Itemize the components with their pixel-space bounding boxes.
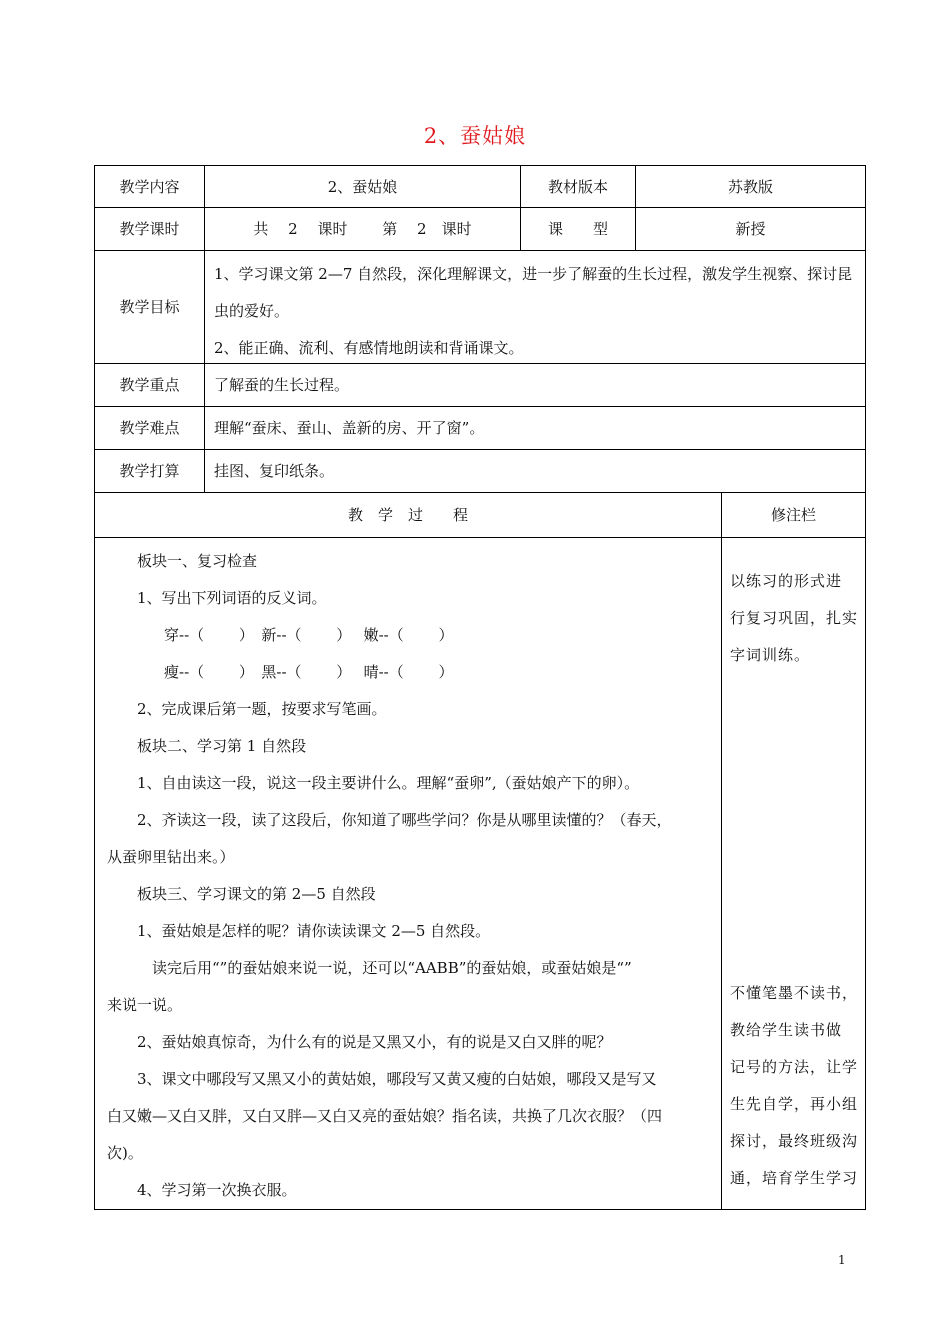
label-edition: 教材版本: [547, 177, 608, 196]
antonym-row: 瘦--（ ） 黑--（ ） 晴--（ ）: [164, 663, 454, 681]
value-periods: 共 2 课时 第 2 课时: [253, 220, 472, 238]
label-type: 课 型: [547, 220, 608, 238]
note-review: [730, 563, 862, 674]
paragraph: 从蚕卵里钻出来。）: [107, 848, 235, 866]
page-number: 1: [838, 1253, 846, 1267]
paragraph: 4、学习第一次换衣服。: [137, 1181, 297, 1199]
label-goals: 教学目标: [119, 298, 180, 316]
label-content: 教学内容: [119, 177, 180, 196]
note-line: 不懂笔墨不读书，: [730, 984, 859, 1002]
section-heading: 板块二、学习第 1 自然段: [137, 737, 307, 755]
paragraph: 1、写出下列词语的反义词。: [137, 589, 327, 607]
table-line: [94, 1209, 866, 1210]
paragraph: 1、自由读这一段，说这一段主要讲什么。理解“蚕卵”,（蚕姑娘产下的卵）。: [137, 774, 640, 792]
section-heading: 板块一、复习检查: [137, 552, 258, 570]
label-preparation: 教学打算: [119, 462, 180, 480]
label-key: 教学重点: [119, 376, 180, 394]
table-line: [94, 537, 866, 538]
table-line: [865, 165, 866, 1210]
value-content: 2、蚕姑娘: [327, 177, 398, 196]
value-key: 了解蚕的生长过程。: [214, 376, 350, 394]
label-difficulty: 教学难点: [119, 419, 180, 437]
paragraph: 读完后用“”的蚕姑娘来说一说，还可以“AABB”的蚕姑娘，或蚕姑娘是“”: [152, 959, 632, 977]
paragraph: 次)。: [107, 1144, 143, 1162]
label-periods: 教学课时: [119, 220, 180, 238]
value-edition: 苏教版: [727, 177, 773, 196]
value-preparation: 挂图、复印纸条。: [214, 462, 335, 480]
antonym-row: 穿--（ ） 新--（ ） 嫩--（ ）: [164, 626, 454, 644]
goal-item: 1、学习课文第 2—7 自然段，深化理解课文，进一步了解蚕的生长过程，激发学生视察、探讨昆虫的爱好。: [214, 265, 853, 320]
section-heading: 板块三、学习课文的第 2—5 自然段: [137, 885, 376, 903]
note-line: 行复习巩固，扎实: [730, 609, 859, 627]
process-content: [107, 543, 715, 1209]
note-line: 生先自学，再小组: [730, 1095, 859, 1113]
paragraph: 2、完成课后第一题，按要求写笔画。: [137, 700, 387, 718]
note-line: 字词训练。: [730, 646, 811, 664]
note-line: 教给学生读书做: [730, 1021, 843, 1039]
note-line: 以练习的形式进: [730, 572, 843, 590]
paragraph: 3、课文中哪段写又黑又小的黄姑娘，哪段写又黄又瘦的白姑娘，哪段又是写又: [137, 1070, 657, 1088]
value-difficulty: 理解“蚕床、蚕山、盖新的房、开了窗”。: [214, 419, 485, 437]
paragraph: 2、蚕姑娘真惊奇，为什么有的说是又黑又小，有的说是又白又胖的呢？: [137, 1033, 612, 1051]
note-line: 探讨，最终班级沟: [730, 1132, 859, 1150]
notes-header: 修注栏: [770, 506, 816, 524]
paragraph: 2、齐读这一段，读了这段后，你知道了哪些学问？你是从哪里读懂的？（春天，: [137, 811, 672, 829]
table-line: [94, 250, 866, 251]
value-type: 新授: [735, 220, 766, 238]
page-title: 2、蚕姑娘: [423, 124, 527, 148]
goal-item: 2、能正确、流利、有感情地朗读和背诵课文。: [214, 339, 524, 357]
table-line: [721, 492, 722, 1210]
paragraph: 白又嫩—又白又胖，又白又胖—又白又亮的蚕姑娘？指名读，共换了几次衣服？（四: [107, 1107, 663, 1125]
paragraph: 1、蚕姑娘是怎样的呢？请你读读课文 2—5 自然段。: [137, 922, 491, 940]
note-reading: [730, 975, 862, 1197]
goals-text: [214, 256, 864, 367]
note-line: 记号的方法，让学: [730, 1058, 859, 1076]
paragraph: 来说一说。: [107, 996, 183, 1014]
process-header: 教 学 过 程: [347, 506, 468, 524]
note-line: 通，培育学生学习: [730, 1169, 859, 1187]
